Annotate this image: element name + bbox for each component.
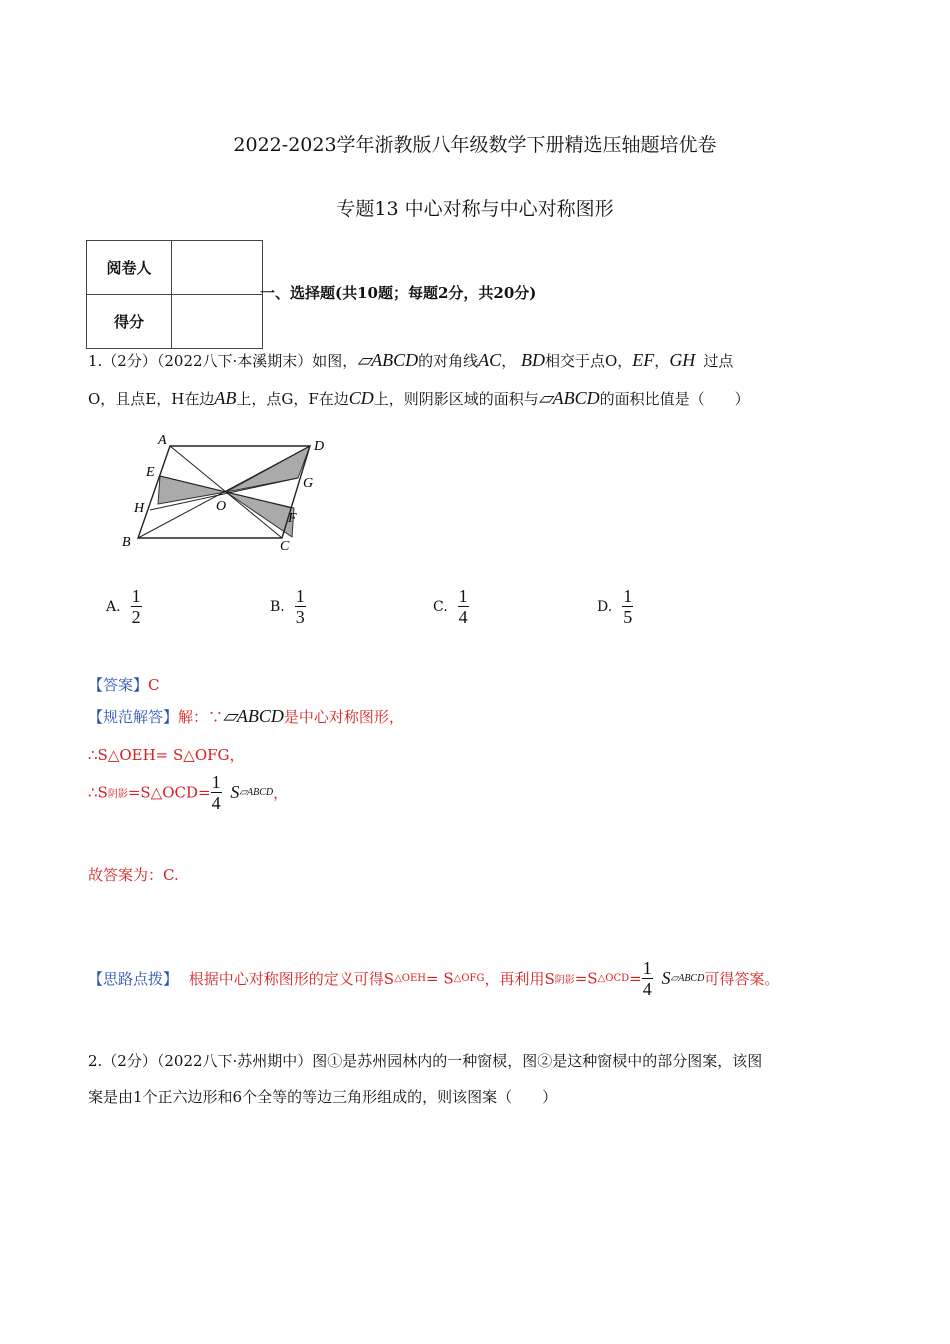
- label-c: C: [280, 539, 290, 554]
- label-d: D: [314, 439, 325, 454]
- score-table-reviewer-cell[interactable]: [172, 241, 263, 295]
- section-heading: 一、选择题(共10题；每题2分，共20分): [260, 284, 537, 302]
- solution-line2: ∴S△OEH= S△OFG，: [88, 746, 245, 764]
- option-c[interactable]: C. $\frac{1}{4}$: [433, 586, 468, 627]
- hint-line: 【思路点拨】 根据中心对称图形的定义可得S△OEH= S△OFG，再利用S阴影=S△OCD= $\frac{1}{4}$ S▱ABCD可得答案。: [88, 958, 780, 999]
- score-table-score-label: 得分: [87, 295, 172, 349]
- score-table-reviewer-label: 阅卷人: [87, 241, 172, 295]
- label-h: H: [134, 501, 145, 516]
- q1-line1: 1.（2分）（2022八下·本溪期末）如图，▱ABCD的对角线AC， BD相交于点O，EF，GH 过点: [88, 350, 734, 370]
- answer-line: 【答案】C: [88, 676, 160, 694]
- label-a: A: [158, 433, 167, 448]
- label-o: O: [216, 499, 227, 514]
- q2-line2: 案是由1个正六边形和6个全等的等边三角形组成的，则该图案（ ）: [88, 1088, 558, 1106]
- score-table-score-cell[interactable]: [172, 295, 263, 349]
- q2-line1: 2.（2分）（2022八下·苏州期中）图①是苏州园林内的一种窗棂，图②是这种窗棂中的部分图案，该图: [88, 1052, 763, 1070]
- option-b[interactable]: B. $\frac{1}{3}$: [270, 586, 305, 627]
- score-table: [86, 240, 263, 349]
- option-d[interactable]: D. $\frac{1}{5}$: [597, 586, 633, 627]
- page-title: 2022-2023学年浙教版八年级数学下册精选压轴题培优卷: [233, 134, 717, 156]
- label-f: F: [288, 511, 297, 526]
- solution-line1: 【规范解答】解：∵▱ABCD是中心对称图形，: [88, 706, 404, 726]
- label-g: G: [303, 476, 314, 491]
- label-e: E: [146, 465, 155, 480]
- solution-line3: ∴S阴影=S△OCD= $\frac{1}{4}$ S▱ABCD，: [88, 772, 289, 813]
- label-b: B: [122, 535, 131, 550]
- parallelogram-figure: [120, 430, 340, 555]
- q1-line2: O，且点E，H在边AB上，点G，F在边CD上，则阴影区域的面积与▱ABCD的面积比值是（ ）: [88, 388, 750, 408]
- page-subtitle: 专题13 中心对称与中心对称图形: [336, 198, 614, 220]
- solution-line4: 故答案为：C.: [88, 866, 179, 884]
- option-a[interactable]: A. $\frac{1}{2}$: [106, 586, 141, 627]
